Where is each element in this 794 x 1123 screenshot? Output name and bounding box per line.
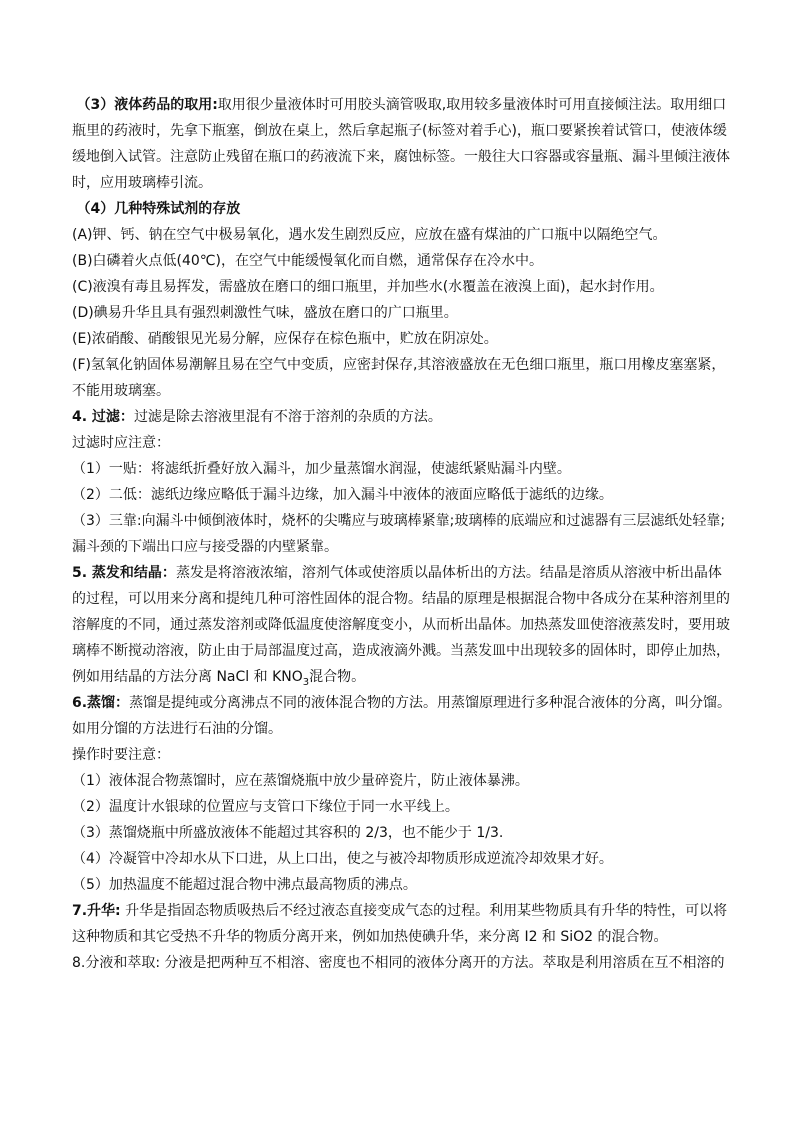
section-sublimation [72,898,732,950]
section-heading: 5. 蒸发和结晶： [72,565,176,581]
section-distillation [72,690,732,742]
section-heading: 4. 过滤： [72,409,134,425]
distillation-note: 操作时要注意： [72,747,170,763]
subscript: 3 [302,676,310,688]
paragraph-text: 蒸馏是提纯或分离沸点不同的液体混合物的方法。用蒸馏原理进行多种混合液体的分离，叫分馏。如用分馏的方法进行石油的分馏。 [72,695,732,737]
list-item: （1）液体混合物蒸馏时，应在蒸馏烧瓶中放少量碎瓷片，防止液体暴沸。 [72,773,529,789]
list-item: (B)白磷着火点低(40℃)，在空气中能缓慢氧化而自燃，通常保存在冷水中。 [72,253,543,269]
list-item: (D)碘易升华且具有强烈刺激性气味，盛放在磨口的广口瓶里。 [72,305,458,321]
list-item: （1）一贴：将滤纸折叠好放入漏斗，加少量蒸馏水润湿，使滤纸紧贴漏斗内壁。 [72,461,571,477]
section-heading: 7.升华: [72,903,121,919]
section-heading: （4）几种特殊试剂的存放 [76,201,241,217]
section-evaporation [72,560,732,690]
section-liquid-reagents [72,92,732,196]
document-body [72,92,732,976]
list-item: （4）冷凝管中冷却水从下口进，从上口出，使之与被冷却物质形成逆流冷却效果才好。 [72,851,613,867]
list-item: (F)氢氧化钠固体易潮解且易在空气中变质，应密封保存,其溶液盛放在无色细口瓶里，瓶口用橡皮塞塞紧，不能用玻璃塞。 [72,357,726,399]
list-item: (E)浓硝酸、硝酸银见光易分解，应保存在棕色瓶中，贮放在阴凉处。 [72,331,498,347]
list-item: （3）蒸馏烧瓶中所盛放液体不能超过其容积的 2/3，也不能少于 1/3. [72,825,504,841]
list-item: (C)液溴有毒且易挥发，需盛放在磨口的细口瓶里，并加些水(水覆盖在液溴上面)，起水封作用。 [72,279,664,295]
paragraph-text: 取用很少量液体时可用胶头滴管吸取,取用较多量液体时可用直接倾注法。取用细口瓶里的药液时，先拿下瓶塞，倒放在桌上，然后拿起瓶子(标签对着手心)，瓶口要紧挨着试管口，使液体缓缓地倒入试管。注意防止残留在瓶口的药液流下来，腐蚀标签。一般往大口容器或容量瓶、漏斗里倾注液体时，应用玻璃棒引流。 [72,97,730,191]
section-heading: 6.蒸馏： [72,695,130,711]
paragraph-text: 蒸发是将溶液浓缩，溶剂气体或使溶质以晶体析出的方法。结晶是溶质从溶液中析出晶体的过程，可以用来分离和提纯几种可溶性固体的混合物。结晶的原理是根据混合物中各成分在某种溶剂里的溶解度的不同，通过蒸发溶剂或降低温度使溶解度变小，从而析出晶体。加热蒸发皿使溶液蒸发时，要用玻璃棒不断搅动溶液，防止由于局部温度过高，造成液滴外溅。当蒸发皿中出现较多的固体时，即停止加热，例如用结晶的方法分离 NaCl 和 KNO [72,565,730,685]
list-item: （2）二低：滤纸边缘应略低于漏斗边缘，加入漏斗中液体的液面应略低于滤纸的边缘。 [72,487,613,503]
filtration-note: 过滤时应注意： [72,435,170,451]
list-item: (A)钾、钙、钠在空气中极易氧化，遇水发生剧烈反应，应放在盛有煤油的广口瓶中以隔绝空气。 [72,227,667,243]
list-item: （5）加热温度不能超过混合物中沸点最高物质的沸点。 [72,877,417,893]
section-heading: （3）液体药品的取用: [76,97,218,113]
paragraph-text: 升华是指固态物质吸热后不经过液态直接变成气态的过程。利用某些物质具有升华的特性，可以将这种物质和其它受热不升华的物质分离开来，例如加热使碘升华，来分离 I2 和 SiO2 的混合物。 [72,903,728,945]
list-item: （2）温度计水银球的位置应与支管口下缘位于同一水平线上。 [72,799,459,815]
list-item: （3）三靠:向漏斗中倾倒液体时，烧杯的尖嘴应与玻璃棒紧靠;玻璃棒的底端应和过滤器有三层滤纸处轻靠;漏斗颈的下端出口应与接受器的内壁紧靠。 [72,513,726,555]
section-filtration [72,404,732,430]
paragraph-text: 过滤是除去溶液里混有不溶于溶剂的杂质的方法。 [133,409,442,425]
section-extraction: 8.分液和萃取: 分液是把两种互不相溶、密度也不相同的液体分离开的方法。萃取是利用溶质在互不相溶的 [72,955,725,971]
section-special-reagents-heading [72,196,732,222]
paragraph-tail: 混合物。 [309,669,366,685]
